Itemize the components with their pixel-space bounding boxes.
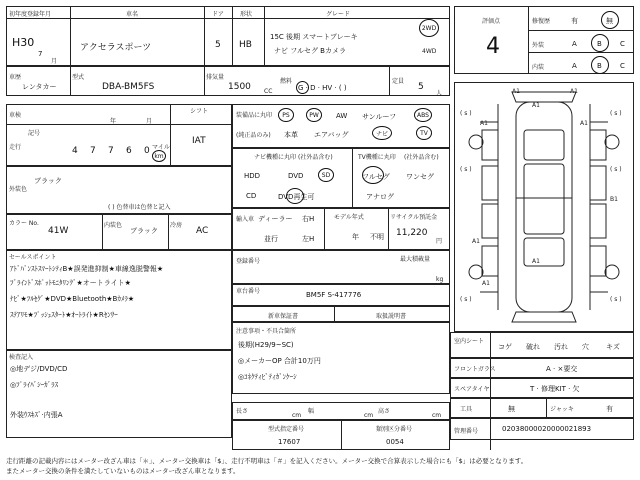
mileage-digit-4: 6 xyxy=(126,146,132,156)
dim-length: 長さ xyxy=(236,408,249,415)
color-code-label: カラー No. xyxy=(9,220,39,227)
mark-b1: B1 xyxy=(610,196,618,203)
car-name: アクセラスポーツ xyxy=(80,43,152,53)
ext-label: 外装 xyxy=(532,42,545,49)
int-a: A xyxy=(572,62,577,70)
jack-label: ジャッキ xyxy=(550,406,574,413)
unit-km-circle: km xyxy=(152,150,166,162)
mark-a1-5: A1 xyxy=(580,120,588,127)
class-num: 0054 xyxy=(386,438,404,446)
dim-width-cm: cm xyxy=(364,412,374,419)
shift-value: IAT xyxy=(192,136,206,146)
nav-sub: (社外品含む) xyxy=(298,154,333,161)
repair-no: 無 xyxy=(606,17,613,25)
model-label: 型式 xyxy=(72,74,85,81)
load-kg: kg xyxy=(436,276,444,283)
ac-value: AC xyxy=(196,226,209,236)
note-line-3: ◎ｺﾈｸﾃｨﾋﾞﾃｨｶﾞﾝｹｰｼ xyxy=(238,373,297,381)
ext-b: B xyxy=(597,40,602,48)
inspection-label: 検査記入 xyxy=(9,354,34,361)
equip-abs: ABS xyxy=(414,108,432,122)
interior-value: ブラック xyxy=(130,227,158,235)
mgmt-value: 02038000020000021893 xyxy=(502,425,592,433)
ac-label: 冷房 xyxy=(170,222,183,229)
shape: HB xyxy=(239,40,252,50)
grade-label: グレード xyxy=(326,11,351,18)
mileage-digit-1: 4 xyxy=(72,146,78,156)
tool-label: 工具 xyxy=(460,406,473,413)
nav-dvd-play: DVD再生可 xyxy=(278,193,315,201)
reg-month: 7 xyxy=(38,50,43,58)
recycle-yen: 円 xyxy=(436,238,443,245)
use-label: 車歴 xyxy=(9,74,22,81)
footer-notes xyxy=(6,456,634,476)
mark-a1-3: A1 xyxy=(532,102,540,109)
tv-fullseg-circle xyxy=(362,166,384,184)
dims-box xyxy=(232,402,450,420)
inspection-line-1: ◎地デジ/DVD/CD xyxy=(10,365,68,373)
model-year-label: モデル年式 xyxy=(334,214,364,221)
jack-value: 有 xyxy=(606,405,613,413)
spare-value: T · 修理KIT · 欠 xyxy=(530,385,580,393)
disp-label: 排気量 xyxy=(206,74,225,81)
ext-b-circle xyxy=(591,34,609,52)
int-b: B xyxy=(597,62,602,70)
grade-line2: ナビ フルセグ Bカメラ xyxy=(274,47,346,55)
mark-a1-9: A1 xyxy=(482,280,490,287)
repair-label: 修復歴 xyxy=(532,18,551,25)
mgmt-label: 管理番号 xyxy=(454,428,479,435)
equip-label: 装備品に丸印 xyxy=(236,112,273,119)
seat-label: 室内シート xyxy=(454,338,485,345)
doors: 5 xyxy=(215,40,221,50)
color-value: ブラック xyxy=(34,177,62,185)
points-label: セールスポイント xyxy=(9,254,57,261)
tool-value: 無 xyxy=(508,405,515,413)
color-note: ( ) 色替車は色替と記入 xyxy=(108,204,171,211)
seat-burn: コゲ xyxy=(498,343,512,351)
ext-a: A xyxy=(572,40,577,48)
notes-label: 注意事項・不具合箇所 xyxy=(236,328,297,335)
warranty-box xyxy=(232,306,450,322)
nav-cd: CD xyxy=(246,192,257,200)
point-line-2: ﾌﾞﾗｲﾝﾄﾞｽﾎﾟｯﾄﾓﾆﾀﾘﾝｸﾞ★オートライト★ xyxy=(10,279,131,287)
recycle-value: 11,220 xyxy=(396,228,428,238)
reg-label: 初年度登録年月 xyxy=(9,11,52,18)
tv-sub: (社外品含む) xyxy=(404,154,439,161)
equip-navi: ナビ xyxy=(372,126,392,140)
paren-ml: ( s ) xyxy=(460,166,472,173)
seat-dirt: 汚れ xyxy=(554,343,568,351)
drive-2wd-circle: 2WD xyxy=(419,19,439,37)
new-warranty: 新車保証書 xyxy=(268,313,299,320)
int-b-circle xyxy=(591,56,609,74)
import-parallel: 並行 xyxy=(264,235,278,243)
repair-yes: 有 xyxy=(571,17,578,25)
auction-sheet xyxy=(6,6,634,458)
unit-mile: マイル xyxy=(152,144,170,151)
registration-label: 登録番号 xyxy=(236,258,261,265)
mark-a1-6: A1 xyxy=(472,238,480,245)
year-label: 年 xyxy=(110,118,117,125)
color-label: 外装色 xyxy=(9,186,28,193)
grade-line1: 15C 後期 スマートブレーキ xyxy=(270,33,358,41)
displacement: 1500 xyxy=(228,82,251,92)
load-label: 最大積載量 xyxy=(400,256,431,263)
import-label: 輸入車 xyxy=(236,216,255,223)
glass-value: A · ×要交 xyxy=(546,365,578,373)
seats-value: 5 xyxy=(418,82,424,92)
nav-dvd-play-circle xyxy=(286,188,304,204)
model-value: DBA-BM5FS xyxy=(102,82,155,92)
model-year: 年 xyxy=(352,233,359,241)
shape-label: 形状 xyxy=(240,11,253,18)
run-label: 走行 xyxy=(9,144,22,151)
ext-c: C xyxy=(620,40,625,48)
paren-tl: ( s ) xyxy=(460,110,472,117)
equip-airbag: エアバッグ xyxy=(314,131,349,139)
dim-height: 高さ xyxy=(378,408,391,415)
mark-a1-7: A1 xyxy=(532,258,540,265)
mark-a1-2: A1 xyxy=(570,88,578,95)
import-dealer: ディーラー xyxy=(258,215,293,223)
int-c: C xyxy=(620,62,625,70)
mark-a1-4: A1 xyxy=(480,120,488,127)
equip-sub: (純正品のみ) xyxy=(236,132,271,139)
manual-label: 取扱説明書 xyxy=(376,313,407,320)
tv-oneseg: ワンセグ xyxy=(406,173,434,181)
chassis-value: BM5F S-417776 xyxy=(306,291,362,299)
spare-label: スペアタイヤ xyxy=(454,386,490,393)
model-num: 17607 xyxy=(278,438,301,446)
point-line-3: ﾅﾋﾞ★ﾌﾙｾｸﾞ★DVD★Bluetooth★Bｶﾒﾗ★ xyxy=(10,295,135,303)
seat-tear: 破れ xyxy=(526,343,540,351)
paren-bl: ( s ) xyxy=(460,296,472,303)
use-value: レンタカー xyxy=(22,83,57,91)
drive-4wd: 4WD xyxy=(422,48,437,55)
equip-leather: 本革 xyxy=(284,131,298,139)
door-label: ドア xyxy=(212,11,224,18)
class-num-label: 類別区分番号 xyxy=(376,426,413,433)
paren-mr: ( s ) xyxy=(610,166,622,173)
seats-label: 定員 xyxy=(392,78,405,85)
month-label: 月 xyxy=(146,118,153,125)
inspection-line-2: ◎ﾌﾟﾗｲﾊﾞｼｰｶﾞﾗｽ xyxy=(10,381,59,389)
equip-sunroof: サンルーフ xyxy=(362,113,397,121)
record-label: 記号 xyxy=(28,130,41,137)
inspection-line-4: 外装ｳｽｷｽﾞ·内張A xyxy=(10,411,63,419)
fuel-label: 燃料 xyxy=(280,78,293,85)
chassis-label: 車台番号 xyxy=(236,288,261,295)
mileage-digit-3: 7 xyxy=(108,146,114,156)
paren-tr: ( s ) xyxy=(610,110,622,117)
model-num-label: 型式指定番号 xyxy=(268,426,305,433)
seats-unit: 人 xyxy=(436,90,443,97)
paren-br: ( s ) xyxy=(610,296,622,303)
seat-hole: 穴 xyxy=(582,343,589,351)
model-year-unknown: 不明 xyxy=(370,233,384,241)
dim-width: 幅 xyxy=(308,408,315,415)
inspect-label: 車検 xyxy=(9,112,22,119)
equip-pw: PW xyxy=(306,108,322,122)
point-line-1: ｱﾄﾞﾊﾞﾝｽﾄｽﾏｰﾄｼﾃｨB★誤発進抑制★車線逸脱警報★ xyxy=(10,265,164,273)
dim-height-cm: cm xyxy=(432,412,442,419)
color-code: 41W xyxy=(48,226,69,236)
tv-analog: アナログ xyxy=(366,193,394,201)
footer-line-2: またメーター交換の条件を満たしていないものはメーター改ざん車となります。 xyxy=(6,467,240,475)
nav-dvd: DVD xyxy=(288,172,304,180)
equip-tv: TV xyxy=(416,126,432,140)
footer-line-1: 走行距離の記載内容にはメーター改ざん車は「＊」、メーター交換車は「$」、走行不明車は「＃」を記入ください。メーター交換で合算表示した場合にも「$」は必要となります。 xyxy=(6,457,528,465)
equip-ps: PS xyxy=(278,108,294,122)
shift-label: シフト xyxy=(190,108,209,115)
mileage-digit-2: 7 xyxy=(90,146,96,156)
seat-scratch: キズ xyxy=(606,343,620,351)
cc-unit: CC xyxy=(264,88,273,95)
nav-hdd: HDD xyxy=(244,172,261,180)
tv-label: TV機種に丸印 xyxy=(358,154,396,161)
import-right: 右H xyxy=(302,215,315,223)
month-unit: 月 xyxy=(51,58,58,65)
int-label: 内装 xyxy=(532,64,545,71)
tv-fullseg: フルセグ xyxy=(362,173,390,181)
name-label: 車名 xyxy=(126,11,139,18)
reg-year: H30 xyxy=(12,36,35,49)
fuel-g-circle xyxy=(296,81,309,94)
point-line-4: ｽﾃｱﾘﾓ★ﾌﾟｯｼｭｽﾀｰﾄ★ｵｰﾄﾗｲﾄ★Rｾﾝｻｰ xyxy=(10,311,118,319)
fuel-options: G · D · HV · ( ) xyxy=(298,84,347,92)
header-box xyxy=(6,6,450,66)
recycle-label: リサイクル預託金 xyxy=(390,214,438,221)
score-label: 評価点 xyxy=(482,18,501,25)
dim-length-cm: cm xyxy=(292,412,302,419)
note-line-1: 後期(H29/9~SC) xyxy=(238,341,294,349)
score-value: 4 xyxy=(486,34,500,59)
mark-a1-1: A1 xyxy=(512,88,520,95)
nav-sd: SD xyxy=(318,168,334,182)
equip-aw: AW xyxy=(336,112,348,120)
interior-label: 内装色 xyxy=(104,222,123,229)
nav-label: ナビ機種に丸印 xyxy=(254,154,297,161)
mileage-digit-5: 0 xyxy=(144,146,150,156)
glass-label: フロントガラス xyxy=(454,366,496,373)
import-left: 左H xyxy=(302,235,315,243)
note-line-2: ◎メーカーOP 合計10万円 xyxy=(238,357,321,365)
repair-no-circle xyxy=(601,11,619,29)
